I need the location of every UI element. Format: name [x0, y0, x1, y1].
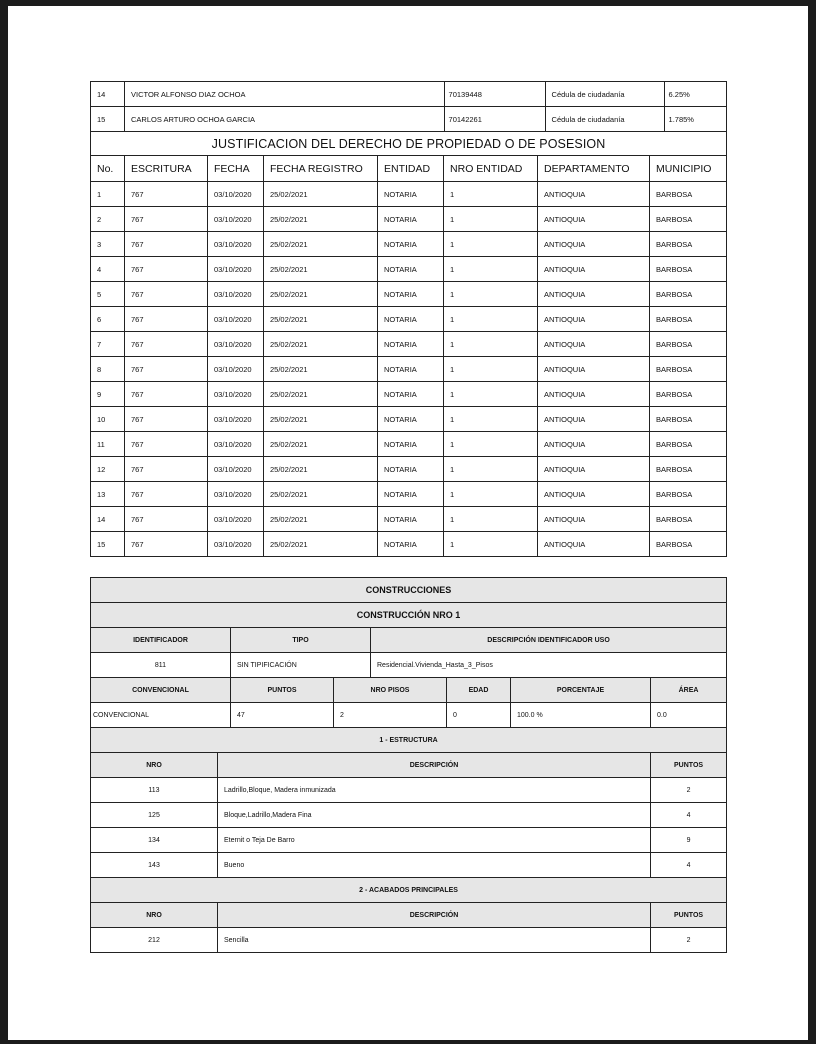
owner-document-type: Cédula de ciudadanía: [546, 107, 665, 131]
row-escritura: 767: [125, 407, 208, 432]
puntos-value: 2: [651, 778, 727, 803]
row-escritura: 767: [125, 232, 208, 257]
header-descripcion-uso: DESCRIPCIÓN IDENTIFICADOR USO: [371, 628, 727, 653]
row-no: 1: [91, 182, 125, 207]
section-title: 2 - ACABADOS PRINCIPALES: [91, 878, 727, 903]
tipo-value: SIN TIPIFICACIÓN: [231, 653, 371, 678]
row-nro-entidad: 1: [444, 282, 538, 307]
nro-pisos-value: 2: [334, 703, 447, 728]
row-entidad: NOTARIA: [378, 207, 444, 232]
section-title: 1 - ESTRUCTURA: [91, 728, 727, 753]
header-no: No.: [91, 156, 125, 182]
nro-value: 113: [91, 778, 218, 803]
row-fecha-registro: 25/02/2021: [264, 307, 378, 332]
row-fecha-registro: 25/02/2021: [264, 257, 378, 282]
identificador-value: 811: [91, 653, 231, 678]
row-nro-entidad: 1: [444, 457, 538, 482]
section-row: [91, 778, 727, 803]
row-fecha-registro: 25/02/2021: [264, 532, 378, 557]
owner-document-type: Cédula de ciudadanía: [546, 82, 665, 106]
row-municipio: BARBOSA: [650, 232, 727, 257]
descripcion-uso-value: Residencial.Vivienda_Hasta_3_Pisos: [371, 653, 727, 678]
row-entidad: NOTARIA: [378, 232, 444, 257]
justification-row: [91, 507, 727, 532]
row-municipio: BARBOSA: [650, 307, 727, 332]
justification-rows: [91, 182, 727, 557]
row-departamento: ANTIOQUIA: [538, 332, 650, 357]
row-municipio: BARBOSA: [650, 357, 727, 382]
row-fecha-registro: 25/02/2021: [264, 232, 378, 257]
puntos-value: 9: [651, 828, 727, 853]
row-municipio: BARBOSA: [650, 432, 727, 457]
row-departamento: ANTIOQUIA: [538, 507, 650, 532]
row-fecha-registro: 25/02/2021: [264, 407, 378, 432]
header-edad: EDAD: [447, 678, 511, 703]
row-escritura: 767: [125, 282, 208, 307]
row-nro-entidad: 1: [444, 357, 538, 382]
descripcion-value: Ladrillo,Bloque, Madera inmunizada: [218, 778, 651, 803]
row-nro-entidad: 1: [444, 232, 538, 257]
header-tipo: TIPO: [231, 628, 371, 653]
row-departamento: ANTIOQUIA: [538, 257, 650, 282]
header-departamento: DEPARTAMENTO: [538, 156, 650, 182]
row-fecha: 03/10/2020: [208, 332, 264, 357]
constructions-title: CONSTRUCCIONES: [91, 578, 727, 603]
row-no: 12: [91, 457, 125, 482]
row-no: 3: [91, 232, 125, 257]
nro-value: 143: [91, 853, 218, 878]
row-no: 6: [91, 307, 125, 332]
row-no: 9: [91, 382, 125, 407]
row-municipio: BARBOSA: [650, 482, 727, 507]
row-entidad: NOTARIA: [378, 257, 444, 282]
row-entidad: NOTARIA: [378, 332, 444, 357]
justification-row: [91, 332, 727, 357]
row-departamento: ANTIOQUIA: [538, 407, 650, 432]
header-fecha: FECHA: [208, 156, 264, 182]
row-municipio: BARBOSA: [650, 257, 727, 282]
row-entidad: NOTARIA: [378, 532, 444, 557]
row-fecha-registro: 25/02/2021: [264, 357, 378, 382]
row-departamento: ANTIOQUIA: [538, 382, 650, 407]
row-municipio: BARBOSA: [650, 382, 727, 407]
row-fecha-registro: 25/02/2021: [264, 207, 378, 232]
row-nro-entidad: 1: [444, 532, 538, 557]
row-departamento: ANTIOQUIA: [538, 232, 650, 257]
row-entidad: NOTARIA: [378, 457, 444, 482]
row-departamento: ANTIOQUIA: [538, 307, 650, 332]
row-nro-entidad: 1: [444, 182, 538, 207]
row-no: 5: [91, 282, 125, 307]
row-fecha: 03/10/2020: [208, 382, 264, 407]
header-descripcion: DESCRIPCIÓN: [218, 753, 651, 778]
row-no: 2: [91, 207, 125, 232]
header-convencional: CONVENCIONAL: [91, 678, 231, 703]
row-fecha: 03/10/2020: [208, 307, 264, 332]
section-row: [91, 853, 727, 878]
row-fecha: 03/10/2020: [208, 257, 264, 282]
row-municipio: BARBOSA: [650, 532, 727, 557]
justification-row: [91, 457, 727, 482]
row-entidad: NOTARIA: [378, 407, 444, 432]
justification-header-row: [91, 156, 727, 182]
constructions-table: [90, 577, 727, 953]
section-row: [91, 928, 727, 953]
document-page: [8, 6, 808, 1040]
row-no: 4: [91, 257, 125, 282]
owner-row: [91, 82, 727, 107]
header-nro-entidad: NRO ENTIDAD: [444, 156, 538, 182]
justification-row: [91, 307, 727, 332]
construction-number-row: [91, 603, 727, 628]
owner-document-number: 70142261: [445, 107, 546, 131]
row-fecha: 03/10/2020: [208, 282, 264, 307]
puntos-value: 4: [651, 853, 727, 878]
row-fecha-registro: 25/02/2021: [264, 182, 378, 207]
row-municipio: BARBOSA: [650, 207, 727, 232]
row-municipio: BARBOSA: [650, 407, 727, 432]
descripcion-value: Bueno: [218, 853, 651, 878]
justification-row: [91, 232, 727, 257]
row-no: 15: [91, 532, 125, 557]
row-departamento: ANTIOQUIA: [538, 457, 650, 482]
justification-row: [91, 482, 727, 507]
header-puntos: PUNTOS: [231, 678, 334, 703]
row-departamento: ANTIOQUIA: [538, 532, 650, 557]
row-municipio: BARBOSA: [650, 332, 727, 357]
construction-sections: [91, 728, 727, 953]
justification-row: [91, 432, 727, 457]
justification-row: [91, 532, 727, 557]
construction-number-title: CONSTRUCCIÓN NRO 1: [91, 603, 727, 628]
identifier-header-row: [91, 628, 727, 653]
header-descripcion: DESCRIPCIÓN: [218, 903, 651, 928]
row-no: 13: [91, 482, 125, 507]
row-fecha-registro: 25/02/2021: [264, 482, 378, 507]
header-entidad: ENTIDAD: [378, 156, 444, 182]
detail-header-row: [91, 678, 727, 703]
row-nro-entidad: 1: [444, 507, 538, 532]
descripcion-value: Bloque,Ladrillo,Madera Fina: [218, 803, 651, 828]
row-escritura: 767: [125, 332, 208, 357]
row-entidad: NOTARIA: [378, 482, 444, 507]
row-departamento: ANTIOQUIA: [538, 482, 650, 507]
row-entidad: NOTARIA: [378, 357, 444, 382]
constructions-title-row: [91, 578, 727, 603]
row-escritura: 767: [125, 432, 208, 457]
convencional-value: CONVENCIONAL: [91, 703, 231, 728]
row-nro-entidad: 1: [444, 382, 538, 407]
row-fecha: 03/10/2020: [208, 207, 264, 232]
detail-value-row: [91, 703, 727, 728]
row-municipio: BARBOSA: [650, 507, 727, 532]
row-fecha: 03/10/2020: [208, 532, 264, 557]
section-header-row: [91, 903, 727, 928]
descripcion-value: Sencilla: [218, 928, 651, 953]
row-fecha-registro: 25/02/2021: [264, 457, 378, 482]
row-no: 14: [91, 507, 125, 532]
row-fecha: 03/10/2020: [208, 482, 264, 507]
row-escritura: 767: [125, 182, 208, 207]
justification-row: [91, 207, 727, 232]
row-nro-entidad: 1: [444, 307, 538, 332]
section-row: [91, 828, 727, 853]
row-escritura: 767: [125, 507, 208, 532]
nro-value: 134: [91, 828, 218, 853]
puntos-value: 2: [651, 928, 727, 953]
row-fecha: 03/10/2020: [208, 407, 264, 432]
row-escritura: 767: [125, 207, 208, 232]
owner-name: VICTOR ALFONSO DIAZ OCHOA: [125, 82, 444, 107]
justification-title: JUSTIFICACION DEL DERECHO DE PROPIEDAD O DE POSESION: [91, 132, 727, 156]
header-municipio: MUNICIPIO: [650, 156, 727, 182]
justification-row: [91, 257, 727, 282]
puntos-value: 47: [231, 703, 334, 728]
nro-value: 212: [91, 928, 218, 953]
header-escritura: ESCRITURA: [125, 156, 208, 182]
area-value: 0.0: [651, 703, 727, 728]
row-entidad: NOTARIA: [378, 307, 444, 332]
header-porcentaje: PORCENTAJE: [511, 678, 651, 703]
row-fecha-registro: 25/02/2021: [264, 382, 378, 407]
owner-percentage: 6.25%: [668, 89, 690, 99]
section-row: [91, 803, 727, 828]
row-nro-entidad: 1: [444, 207, 538, 232]
puntos-value: 4: [651, 803, 727, 828]
row-nro-entidad: 1: [444, 482, 538, 507]
section-title-row: [91, 728, 727, 753]
row-no: 11: [91, 432, 125, 457]
row-entidad: NOTARIA: [378, 507, 444, 532]
header-identificador: IDENTIFICADOR: [91, 628, 231, 653]
row-escritura: 767: [125, 382, 208, 407]
header-puntos: PUNTOS: [651, 903, 727, 928]
row-municipio: BARBOSA: [650, 282, 727, 307]
porcentaje-value: 100.0 %: [511, 703, 651, 728]
row-fecha-registro: 25/02/2021: [264, 432, 378, 457]
row-fecha-registro: 25/02/2021: [264, 507, 378, 532]
owner-row: [91, 107, 727, 132]
owner-name: CARLOS ARTURO OCHOA GARCIA: [125, 107, 444, 132]
header-nro: NRO: [91, 753, 218, 778]
row-escritura: 767: [125, 457, 208, 482]
section-header-row: [91, 753, 727, 778]
row-no: 10: [91, 407, 125, 432]
row-fecha-registro: 25/02/2021: [264, 332, 378, 357]
owner-percentage: 1.785%: [668, 114, 694, 124]
row-fecha: 03/10/2020: [208, 432, 264, 457]
row-escritura: 767: [125, 357, 208, 382]
owner-document-number: 70139448: [445, 82, 546, 106]
ownership-justification-table: [90, 81, 727, 557]
justification-title-row: [91, 132, 727, 156]
header-nro-pisos: NRO PISOS: [334, 678, 447, 703]
row-departamento: ANTIOQUIA: [538, 282, 650, 307]
justification-row: [91, 357, 727, 382]
row-entidad: NOTARIA: [378, 432, 444, 457]
header-area: ÁREA: [651, 678, 727, 703]
row-fecha: 03/10/2020: [208, 182, 264, 207]
row-nro-entidad: 1: [444, 407, 538, 432]
nro-value: 125: [91, 803, 218, 828]
row-escritura: 767: [125, 482, 208, 507]
row-entidad: NOTARIA: [378, 182, 444, 207]
row-departamento: ANTIOQUIA: [538, 207, 650, 232]
row-departamento: ANTIOQUIA: [538, 357, 650, 382]
justification-row: [91, 382, 727, 407]
row-nro-entidad: 1: [444, 432, 538, 457]
section-title-row: [91, 878, 727, 903]
row-municipio: BARBOSA: [650, 457, 727, 482]
row-entidad: NOTARIA: [378, 382, 444, 407]
row-fecha-registro: 25/02/2021: [264, 282, 378, 307]
row-fecha: 03/10/2020: [208, 357, 264, 382]
row-no: 7: [91, 332, 125, 357]
row-departamento: ANTIOQUIA: [538, 182, 650, 207]
owner-no: 15: [91, 107, 125, 132]
row-fecha: 03/10/2020: [208, 507, 264, 532]
row-escritura: 767: [125, 532, 208, 557]
row-escritura: 767: [125, 257, 208, 282]
row-municipio: BARBOSA: [650, 182, 727, 207]
row-nro-entidad: 1: [444, 257, 538, 282]
header-fecha-registro: FECHA REGISTRO: [264, 156, 378, 182]
identifier-value-row: [91, 653, 727, 678]
header-puntos: PUNTOS: [651, 753, 727, 778]
row-entidad: NOTARIA: [378, 282, 444, 307]
header-nro: NRO: [91, 903, 218, 928]
justification-row: [91, 182, 727, 207]
justification-row: [91, 407, 727, 432]
justification-row: [91, 282, 727, 307]
owner-no: 14: [91, 82, 125, 107]
row-fecha: 03/10/2020: [208, 457, 264, 482]
row-fecha: 03/10/2020: [208, 232, 264, 257]
descripcion-value: Eternit o Teja De Barro: [218, 828, 651, 853]
row-nro-entidad: 1: [444, 332, 538, 357]
row-departamento: ANTIOQUIA: [538, 432, 650, 457]
row-escritura: 767: [125, 307, 208, 332]
edad-value: 0: [447, 703, 511, 728]
row-no: 8: [91, 357, 125, 382]
